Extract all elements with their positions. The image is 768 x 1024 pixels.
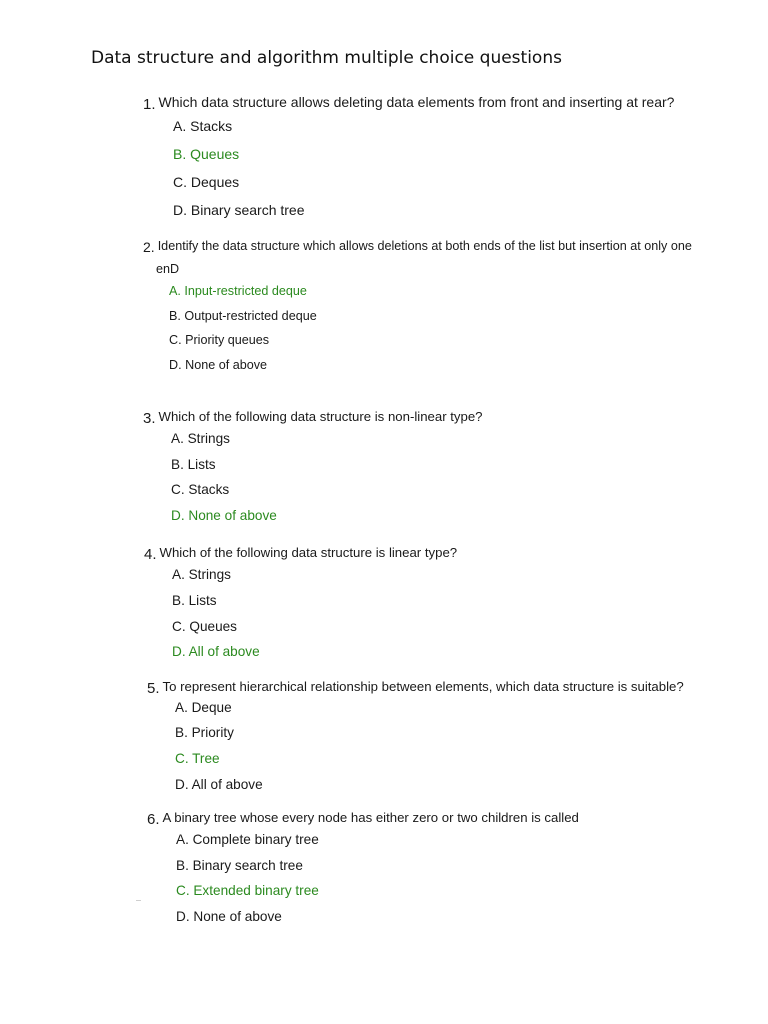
option-c: C. Stacks	[171, 482, 230, 497]
question-text: A binary tree whose every node has either zero or two children is called	[162, 810, 579, 825]
option-b: B. Lists	[172, 593, 217, 608]
question-3	[143, 406, 483, 523]
option-d: D. All of above	[175, 777, 263, 792]
option-d: D. All of above	[172, 644, 260, 659]
question-text: Which of the following data structure is non-linear type?	[158, 409, 483, 424]
option-d: D. Binary search tree	[173, 202, 305, 218]
question-text: Which of the following data structure is linear type?	[159, 545, 458, 560]
question-stem	[143, 238, 692, 257]
question-stem	[143, 92, 674, 115]
option-b: B. Output-restricted deque	[169, 309, 317, 323]
option-d: D. None of above	[176, 909, 282, 924]
question-text-continued: enD	[156, 262, 180, 276]
question-stem	[144, 542, 457, 565]
option-c: C. Deques	[173, 174, 240, 190]
question-number: 5.	[147, 680, 160, 697]
option-a: A. Strings	[171, 431, 230, 446]
question-stem	[143, 406, 483, 429]
option-a: A. Deque	[175, 700, 232, 715]
question-5	[147, 676, 684, 792]
option-b: B. Queues	[173, 146, 240, 162]
option-c: C. Queues	[172, 619, 237, 634]
question-2	[143, 238, 692, 372]
option-c: C. Priority queues	[169, 333, 270, 347]
question-number: 1.	[143, 96, 156, 113]
question-text: Which data structure allows deleting data elements from front and inserting at rear?	[158, 94, 675, 110]
option-a: A. Strings	[172, 567, 231, 582]
stray-mark	[136, 900, 141, 901]
question-stem	[147, 807, 579, 830]
question-number: 3.	[143, 410, 156, 427]
question-number: 4.	[144, 546, 157, 563]
question-text: To represent hierarchical relationship between elements, which data structure is suitable?	[162, 679, 684, 694]
option-d: D. None of above	[171, 508, 277, 523]
option-a: A. Input-restricted deque	[169, 284, 307, 298]
question-6	[147, 807, 579, 924]
question-4	[144, 542, 458, 659]
option-c: C. Extended binary tree	[176, 883, 319, 898]
option-a: A. Complete binary tree	[176, 832, 319, 847]
option-a: A. Stacks	[173, 118, 233, 134]
option-b: B. Priority	[175, 725, 234, 740]
option-d: D. None of above	[169, 358, 268, 372]
question-1	[143, 92, 675, 218]
question-number: 2.	[143, 239, 155, 255]
page-title: Data structure and algorithm multiple choice questions	[91, 48, 562, 68]
option-b: B. Binary search tree	[176, 858, 303, 873]
question-stem	[147, 676, 684, 699]
option-b: B. Lists	[171, 457, 216, 472]
question-number: 6.	[147, 811, 160, 828]
question-text: Identify the data structure which allows deletions at both ends of the list but insertion at only one	[157, 239, 692, 253]
option-c: C. Tree	[175, 751, 220, 766]
